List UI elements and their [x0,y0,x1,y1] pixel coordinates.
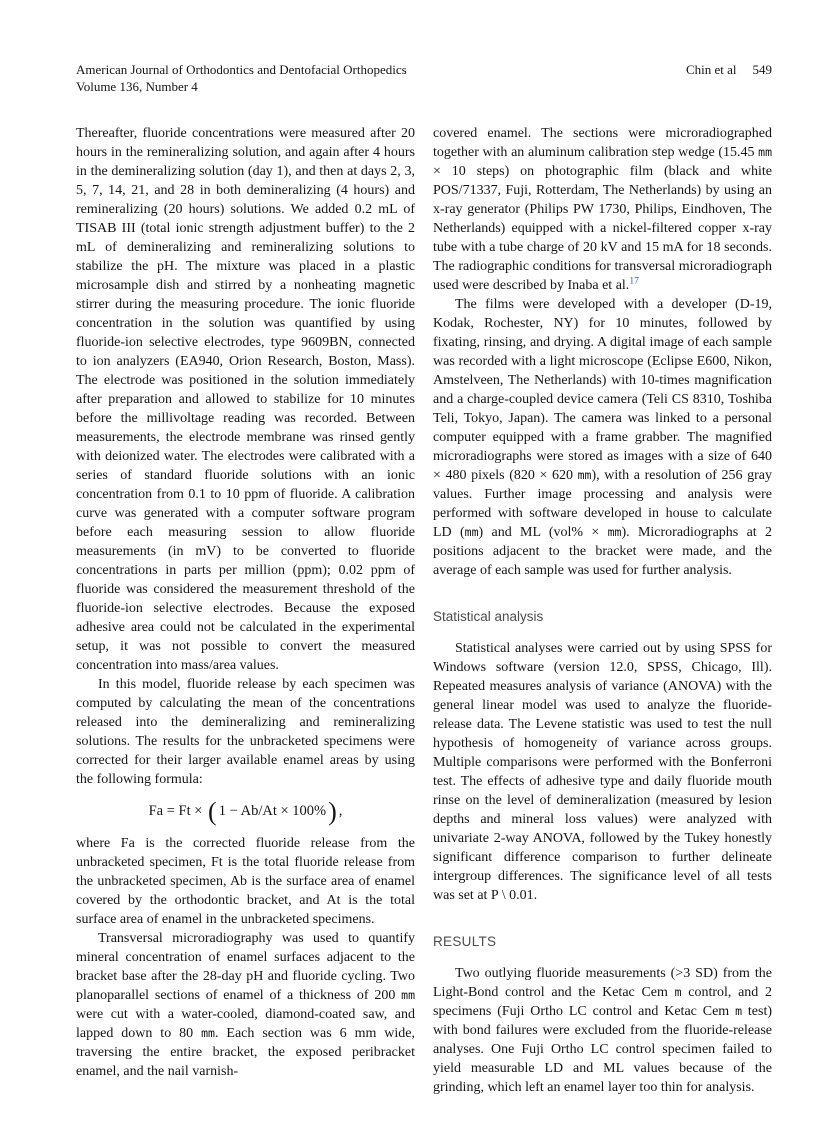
text-run: 1 − Ab/At × 100% [218,803,327,819]
text-run: ( [208,797,217,826]
paragraph [76,834,415,929]
text-run: Statistical analyses were carried out by using SPSS for Windows software (version 12.0, SPSS, Chicago, Ill). Repeated measures analysis of variance (ANOVA) with the general linear model was used to analyze the fluoride-release data. The Levene statistic was used to test the null hypothesis of homogeneity of variance across groups. Multiple comparisons were performed with the Bonferroni test. The effects of adhesive type and daily fluoride mouth rinse on the level of demineralization (measured by lesion depths and mineral loss values) were analyzed with univariate 2-way ANOVA, followed by the Tukey honestly significant difference comparison to further delineate intergroup differences. The significance level of all tests was set at P \ 0.01. [433,641,772,903]
journal-info [76,61,407,95]
text-run: ), with a resolution of 256 gray values. Further image processing and analysis were performed with software developed in house to calculate LD ( [433,468,773,540]
text-run: where Fa is the corrected fluoride release from the unbracketed specimen, Ft is the total fluoride release from the unbracketed specimen, Ab is the surface area of enamel covered by the orthodontic bracket, and At is the total surface area of enamel in the unbracketed specimens. [76,836,415,927]
text-run: m [735,1004,743,1018]
paragraph [76,124,415,675]
citation: Chin et al [685,62,737,77]
subsection-heading: Statistical analysis [433,609,544,624]
journal-volume: Volume 136, Number 4 [76,79,198,94]
text-run: were cut with a water-cooled, diamond-coated saw, and lapped down to 80 [76,1007,415,1041]
text-run: mm [201,1026,215,1040]
text-run: test) with bond failures were excluded from the fluoride-release analyses. One Fuji Ortho LC control specimen failed to yield measurable LD and ML values because of the grinding, which left an enamel layer too thin for analysis. [433,1004,772,1095]
text-run: Fa = Ft × [148,803,207,819]
text-run: m [674,985,682,999]
reference-link[interactable]: 17 [629,276,639,287]
paragraph [433,964,772,1097]
article-body [76,124,772,1097]
text-run: mm [607,525,622,539]
text-run: , [338,803,343,819]
text-run: Transversal microradiography was used to quantify mineral concentration of enamel surfaces adjacent to the bracket base after the 28-day pH and fluoride cycling. Two planoparallel sections of enamel of a thickness of 200 [76,931,415,1003]
running-head [686,61,772,78]
section-heading: RESULTS [433,934,497,949]
paragraph [433,295,772,580]
text-run: Thereafter, fluoride concentrations were measured after 20 hours in the remineralizing solution, and again after 4 hours in the demineralizing solution (day 1), and then at days 2, 3, 5, 7, 14, 21, and 28 in both demineralizing (4 hours) and remineralizing (20 hours) solutions. We added 0.2 mL of TISAB III (total ionic strength adjustment buffer) to the 2 mL of demineralizing and remineralizing solutions to stabilize the pH. The mixture was placed in a plastic microsample dish and stirred by a nonheating magnetic stirrer during the measuring procedure. The ionic fluoride concentration in the solution was quantified by using fluoride-ion selective electrodes, type 9609BN, connected to ion analyzers (EA940, Orion Research, Boston, Mass). The electrode was positioned in the solution immediately after preparation and allowed to stabilize for 10 minutes before the millivoltage reading was recorded. Between measurements, the electrode membrane was rinsed gently with deionized water. The electrodes were calibrated with a series of standard fluoride solutions with an ionic concentration from 0.1 to 10 ppm of fluoride. A calibration curve was generated with a computer software program before each measuring session to allow fluoride measurements (in mV) to be converted to fluoride concentrations in parts per million (ppm); 0.02 ppm of fluoride was considered the measurement threshold of the fluoride-ion selective electrodes. Because the exposed adhesive area could not be calculated in the experimental setup, it was not possible to convert the measured concentration into mass/area values. [76,126,415,673]
text-run: mm [464,525,479,539]
text-run: covered enamel. The sections were microradiographed together with an aluminum calibration step wedge (15.45 [433,126,772,160]
text-run: . Each section was 6 mm wide, traversing the entire bracket, the exposed peribracket enamel, and the nail varnish- [76,1026,415,1079]
text-column-left [76,124,415,1097]
text-run: mm [758,145,772,159]
text-run: control, and 2 specimens (Fuji Ortho LC control and Ketac Cem [433,985,772,1019]
text-run: Two outlying fluoride measurements (>3 SD) from the Light-Bond control and the Ketac Cem [433,966,772,1000]
formula [76,797,415,826]
paragraph [433,639,772,905]
paragraph [76,675,415,789]
paragraph [76,929,415,1081]
text-run: ) [328,797,337,826]
text-column-right [433,124,772,1097]
journal-title: American Journal of Orthodontics and Dentofacial Orthopedics [76,62,407,77]
text-run: The films were developed with a developer (D-19, Kodak, Rochester, NY) for 10 minutes, followed by fixating, rinsing, and drying. A digital image of each sample was recorded with a light microscope (Eclipse E600, Nikon, Amstelveen, The Netherlands) with 10-times magnification and a charge-coupled device camera (Teli CS 8310, Toshiba Teli, Tokyo, Japan). The camera was linked to a personal computer equipped with a frame grabber. The magnified microradiographs were stored as images with a size of 640 × 480 pixels (820 × 620 [433,297,772,483]
text-run: In this model, fluoride release by each specimen was computed by calculating the mean of the concentrations released into the demineralizing and remineralizing solutions. The results for the unbracketed specimens were corrected for their larger available enamel areas by using the following formula: [76,677,415,787]
page-number: 549 [752,62,772,77]
text-run: mm [577,468,592,482]
text-run: mm [401,988,415,1002]
text-run: × 10 steps) on photographic film (black and white POS/71337, Fuji, Rotterdam, The Netherlands) by using an x-ray generator (Philips PW 1730, Philips, Eindhoven, The Netherlands) equipped with a nickel-filtered copper x-ray tube with a tube charge of 20 kV and 15 mA for 18 seconds. The radiographic conditions for transversal microradiograph used were described by Inaba et al. [433,164,772,293]
text-run: ) and ML (vol% × [478,525,608,540]
page-header [76,61,772,95]
paragraph [433,124,772,295]
text-run: ). Microradiographs at 2 positions adjacent to the bracket were made, and the average of each sample was used for further analysis. [433,525,773,578]
